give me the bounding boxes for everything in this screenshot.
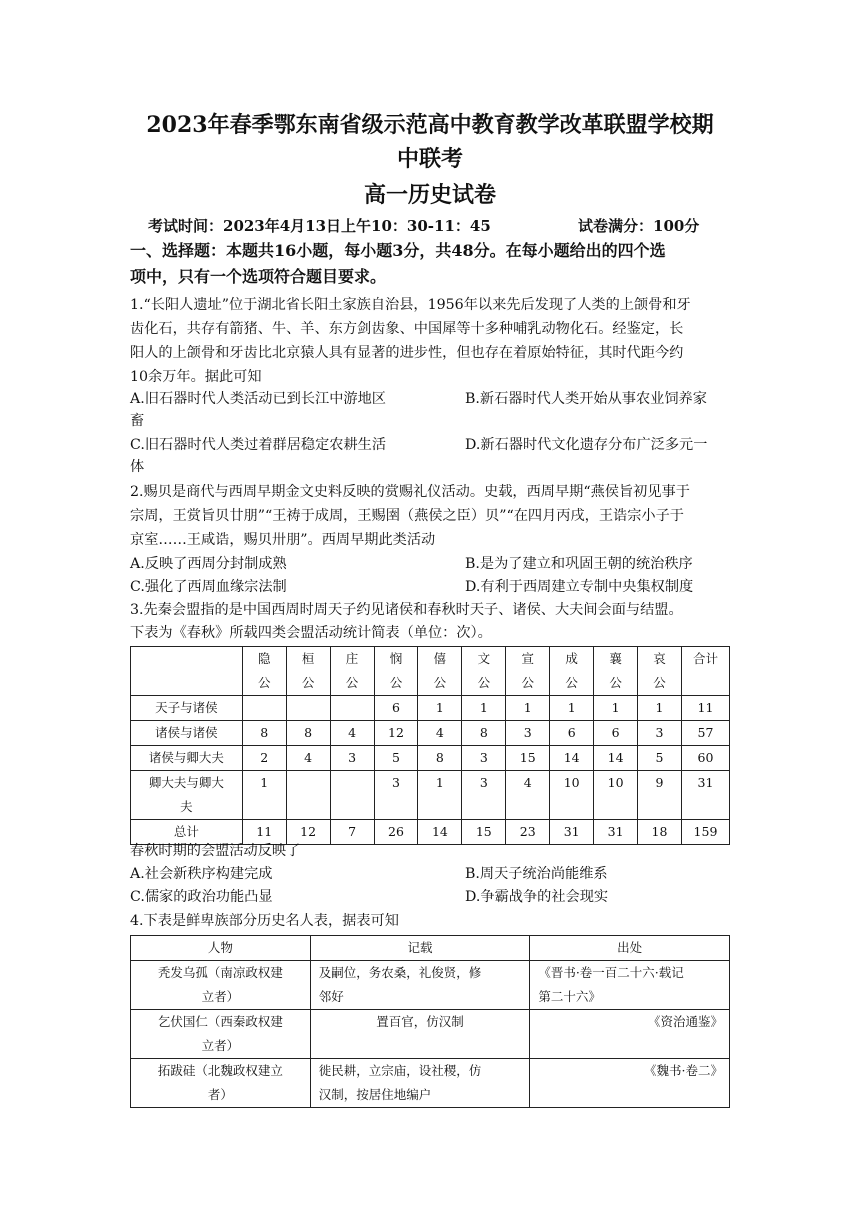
table-cell: 3 [638,721,682,746]
person-cell: 拓跋硅（北魏政权建立 者） [131,1059,311,1108]
table-cell: 1 [638,696,682,721]
table-cell: 3 [330,746,374,771]
q1-option-c: C.旧石器时代人类过着群居稳定农耕生活 [130,437,387,453]
table-cell: 11 [681,696,729,721]
header-cell: 悯 公 [374,647,418,696]
person-cell: 乞伏国仁（西秦政权建 立者） [131,1010,311,1059]
exam-subtitle: 高一历史试卷 [363,182,496,208]
section-heading-line1: 一、选择题：本题共16小题，每小题3分，共48分。在每小题给出的四个选 [130,241,666,260]
q2-option-c: C.强化了西周血缘宗法制 [130,579,287,595]
table-cell: 1 [594,696,638,721]
table-row [131,1010,730,1059]
table-cell: 6 [550,721,594,746]
table-cell: 10 [550,771,594,820]
table-cell: 4 [286,746,330,771]
header-cell: 合计 [681,647,729,696]
q3-line: 3.先秦会盟指的是中国西周时周天子约见诸侯和春秋时天子、诸侯、大夫间会面与结盟。 [130,602,683,618]
header-cell: 人物 [131,936,311,961]
q1-line: 阳人的上颌骨和牙齿比北京猿人具有显著的进步性，但也存在着原始特征，其时代距今约 [130,345,684,361]
table-cell: 1 [506,696,550,721]
table-cell: 1 [462,696,506,721]
table-cell [330,771,374,820]
q1-option-d: D.新石器时代文化遗存分布广泛多元一 [465,437,708,453]
table-row [131,721,730,746]
row-label: 天子与诸侯 [131,696,243,721]
q2-option-a: A.反映了西周分封制成熟 [130,556,287,572]
q3-line: 下表为《春秋》所载四类会盟活动统计简表（单位：次）。 [130,625,492,641]
table-cell: 10 [594,771,638,820]
table-corner-cell [131,647,243,696]
table-cell: 6 [374,696,418,721]
person-cell: 秃发乌孤（南凉政权建 立者） [131,961,311,1010]
table-cell: 15 [506,746,550,771]
table-cell: 8 [418,746,462,771]
table-cell: 1 [242,771,286,820]
table-row [131,696,730,721]
header-cell: 宣 公 [506,647,550,696]
table-cell: 2 [242,746,286,771]
exam-title-line2: 中联考 [396,146,463,172]
table-row [131,746,730,771]
table-cell: 159 [681,820,729,845]
table-cell: 5 [374,746,418,771]
table-cell: 7 [330,820,374,845]
table-cell: 5 [638,746,682,771]
header-cell: 隐 公 [242,647,286,696]
table-cell: 31 [594,820,638,845]
table-cell: 3 [462,771,506,820]
source-cell: 《晋书·卷一百二十六·载记 第二十六》 [530,961,730,1010]
row-label: 诸侯与卿大夫 [131,746,243,771]
table-cell: 14 [418,820,462,845]
header-cell: 襄 公 [594,647,638,696]
section-heading-line2: 项中，只有一个选项符合题目要求。 [130,267,387,286]
table-cell: 1 [550,696,594,721]
table-cell [242,696,286,721]
source-cell: 《魏书·卷二》 [530,1059,730,1108]
table-row [131,1059,730,1108]
table-row [131,961,730,1010]
header-cell: 桓 公 [286,647,330,696]
q1-option-a: A.旧石器时代人类活动已到长江中游地区 [130,391,386,407]
table-cell: 3 [462,746,506,771]
q4-xianbei-table [130,935,730,1108]
table-cell: 60 [681,746,729,771]
table-cell: 26 [374,820,418,845]
q1-line: 齿化石，共存有箭猪、牛、羊、东方剑齿象、中国犀等十多种哺乳动物化石。经鉴定，长 [130,321,684,337]
q3-stem: 春秋时期的会盟活动反映了 [130,843,301,859]
table-cell: 15 [462,820,506,845]
record-cell: 置百官，仿汉制 [310,1010,530,1059]
source-cell: 《资治通鉴》 [530,1010,730,1059]
table-cell: 4 [330,721,374,746]
table-cell: 12 [286,820,330,845]
table-header-row [131,647,730,696]
q2-line: 宗周，王赏旨贝廿朋”“王祷于成周，王赐圉（燕侯之臣）贝”“在四月丙戌，王诰宗小子于 [130,508,684,524]
q3-alliance-table [130,646,730,845]
header-cell: 文 公 [462,647,506,696]
table-cell: 57 [681,721,729,746]
table-cell: 8 [286,721,330,746]
table-cell [330,696,374,721]
table-cell: 18 [638,820,682,845]
table-cell: 4 [418,721,462,746]
table-header-row [131,936,730,961]
table-cell: 11 [242,820,286,845]
row-label: 诸侯与诸侯 [131,721,243,746]
record-cell: 及嗣位，务农桑，礼俊贤，修 邻好 [310,961,530,1010]
q1-option-b-wrap: 畜 [130,413,145,429]
q1-line: 1.“长阳人遗址”位于湖北省长阳土家族自治县，1956年以来先后发现了人类的上颌骨和牙 [130,297,691,313]
header-cell: 僖 公 [418,647,462,696]
table-cell: 8 [242,721,286,746]
header-cell: 出处 [530,936,730,961]
header-cell: 庄 公 [330,647,374,696]
q4-stem: 4.下表是鲜卑族部分历史名人表，据表可知 [130,913,399,929]
q1-option-b: B.新石器时代人类开始从事农业饲养家 [465,391,707,407]
table-cell: 12 [374,721,418,746]
table-cell: 1 [418,771,462,820]
q1-option-d-wrap: 体 [130,459,145,475]
row-label: 总计 [131,820,243,845]
header-cell: 记载 [310,936,530,961]
full-score: 试卷满分：100分 [578,217,700,235]
table-cell [286,771,330,820]
table-cell: 8 [462,721,506,746]
q3-option-a: A.社会新秩序构建完成 [130,866,273,882]
table-cell: 31 [681,771,729,820]
q2-option-d: D.有利于西周建立专制中央集权制度 [465,579,694,595]
q1-line: 10余万年。据此可知 [130,369,262,385]
q2-line: 京室……王咸诰，赐贝卅朋”。西周早期此类活动 [130,532,436,548]
q3-option-c: C.儒家的政治功能凸显 [130,889,273,905]
table-cell: 23 [506,820,550,845]
table-cell [286,696,330,721]
row-label: 卿大夫与卿大 夫 [131,771,243,820]
table-row [131,771,730,820]
q2-line: 2.赐贝是商代与西周早期金文史料反映的赏赐礼仪活动。史载，西周早期“燕侯旨初见事于 [130,484,690,500]
exam-title-line1: 2023年春季鄂东南省级示范高中教育教学改革联盟学校期 [146,112,714,138]
table-cell: 3 [374,771,418,820]
header-cell: 哀 公 [638,647,682,696]
table-cell: 14 [550,746,594,771]
table-cell: 1 [418,696,462,721]
table-cell: 14 [594,746,638,771]
q3-option-b: B.周天子统治尚能维系 [465,866,608,882]
q3-option-d: D.争霸战争的社会现实 [465,889,609,905]
table-cell: 6 [594,721,638,746]
table-cell: 9 [638,771,682,820]
exam-meta [148,215,700,236]
table-cell: 31 [550,820,594,845]
record-cell: 徙民耕，立宗庙，设社稷，仿 汉制，按居住地编户 [310,1059,530,1108]
table-cell: 3 [506,721,550,746]
exam-time: 考试时间：2023年4月13日上午10：30-11：45 [148,217,491,235]
header-cell: 成 公 [550,647,594,696]
q2-option-b: B.是为了建立和巩固王朝的统治秩序 [465,556,693,572]
table-cell: 4 [506,771,550,820]
